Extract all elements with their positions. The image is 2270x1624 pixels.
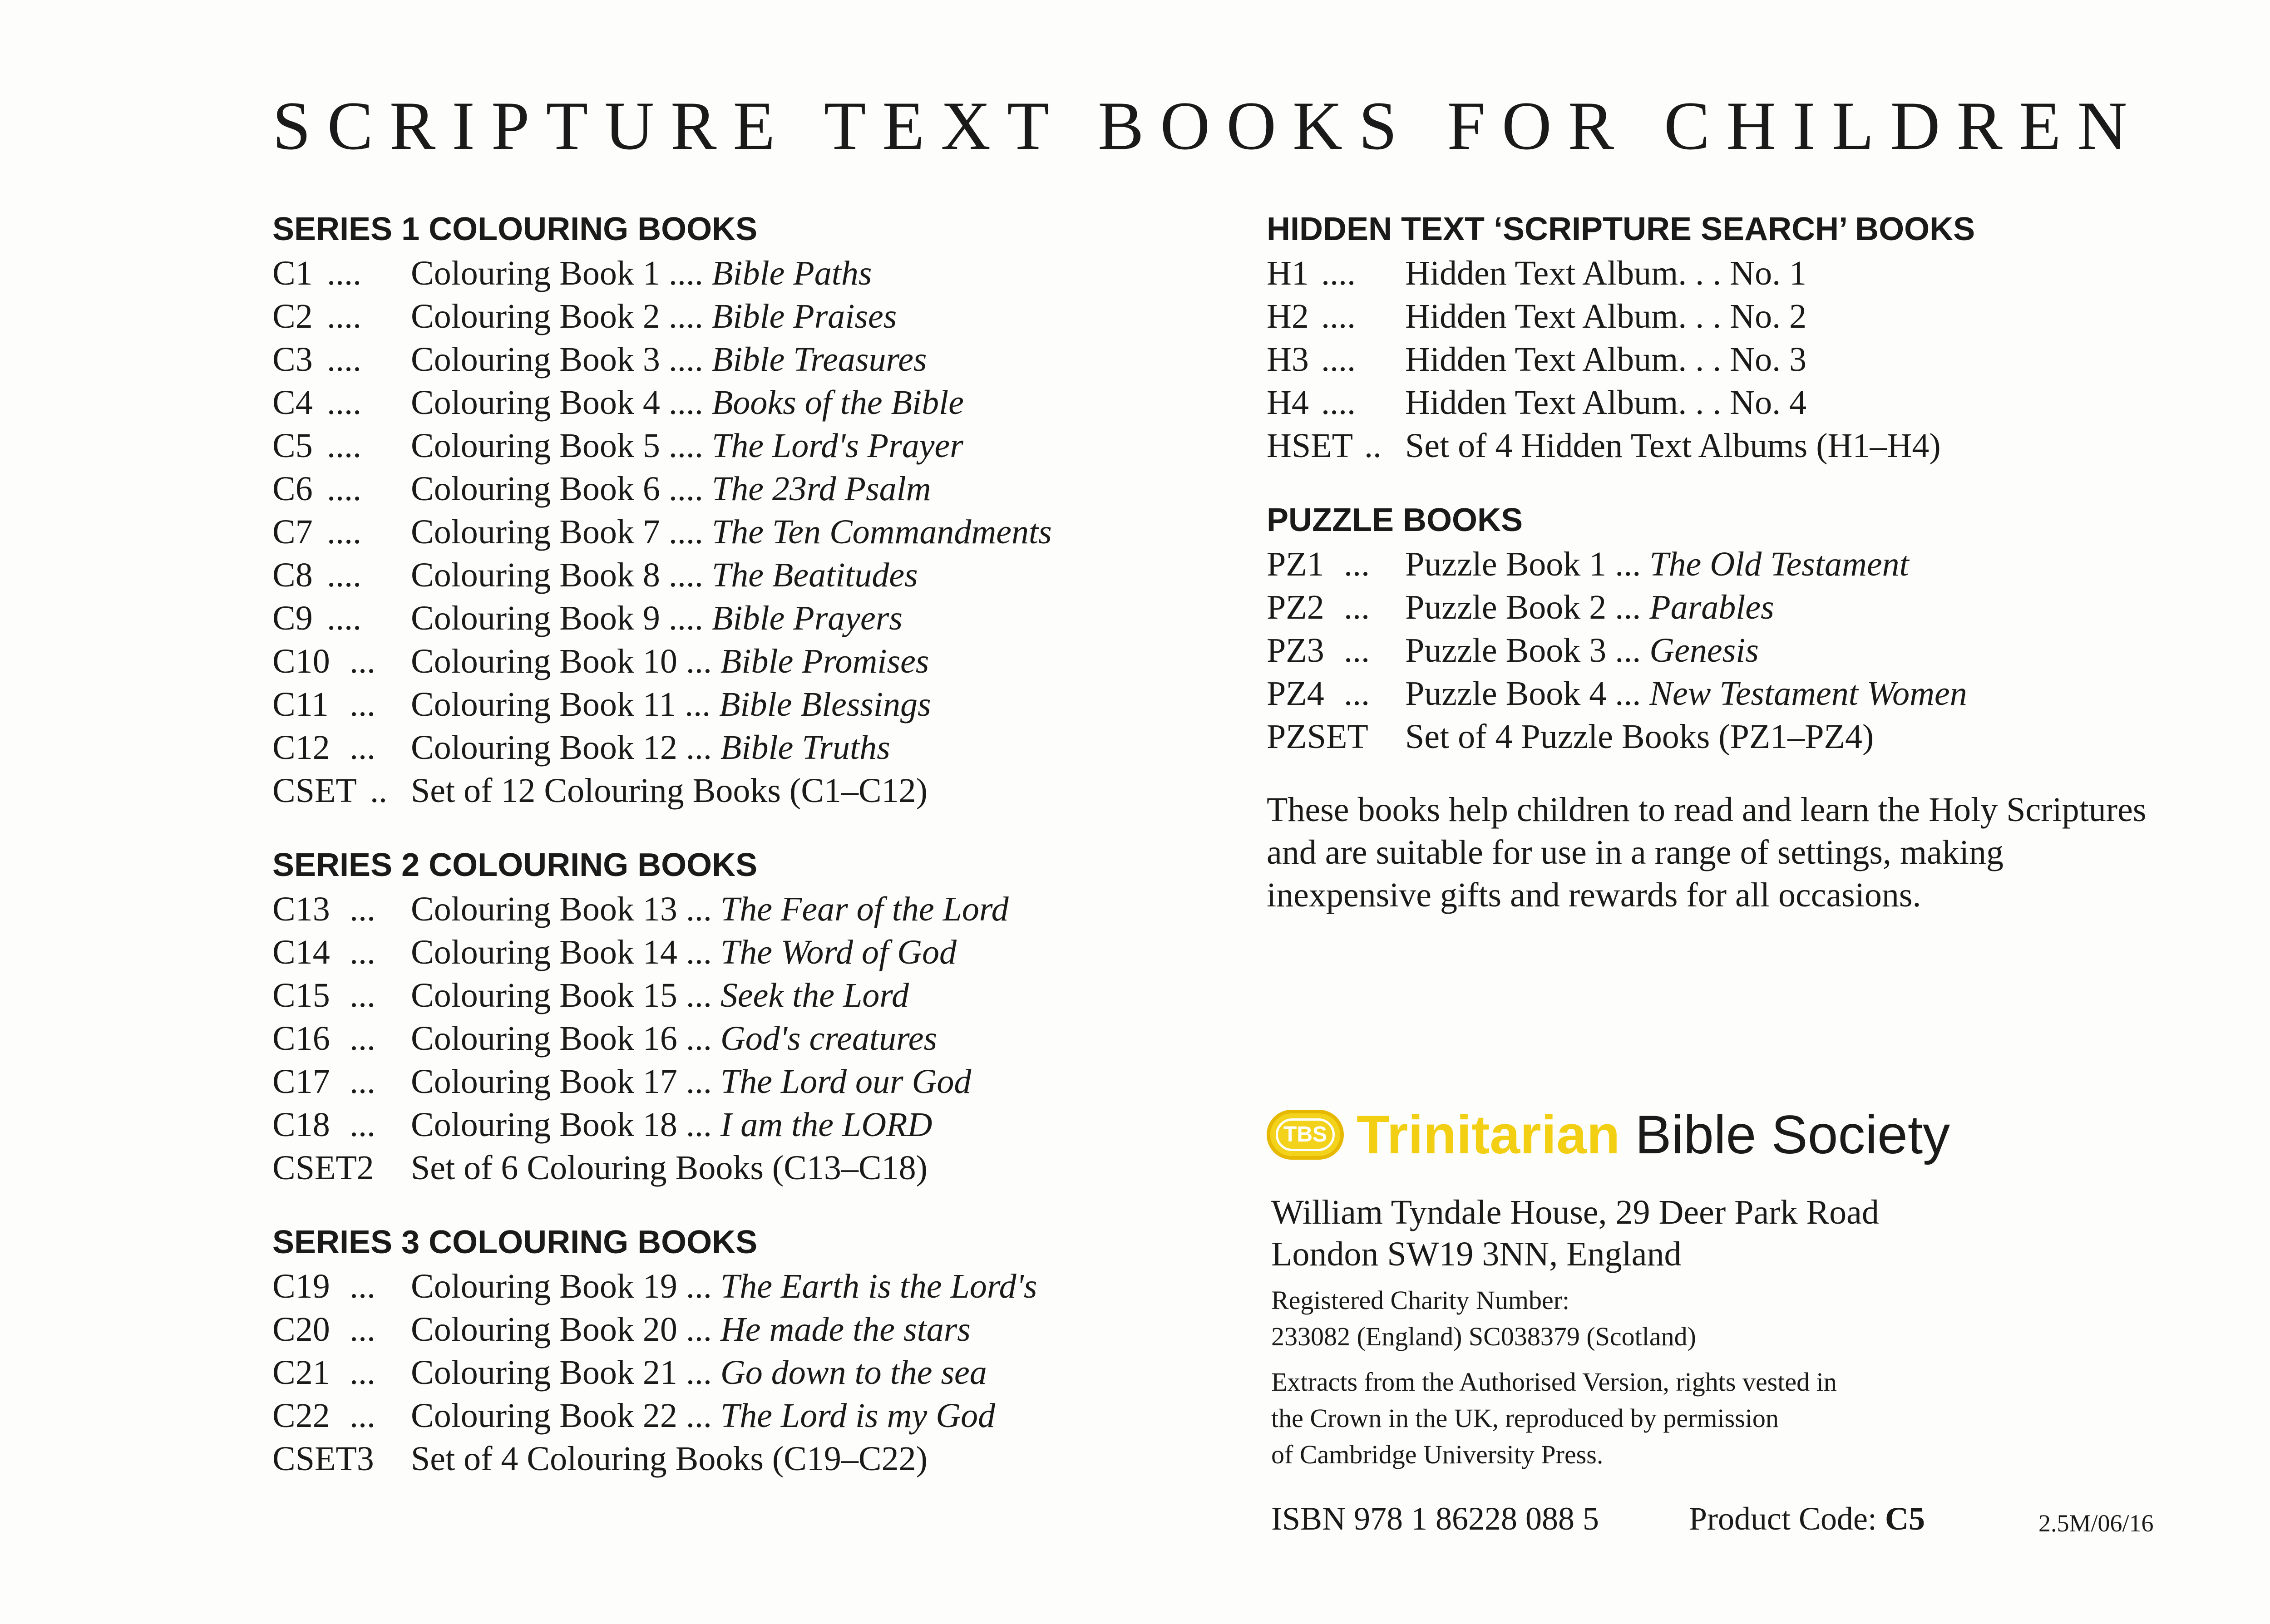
item-dots: .... (668, 340, 703, 379)
item-code: C5 (272, 427, 313, 465)
list-item (272, 1394, 1226, 1437)
item-dots: ... (350, 1310, 375, 1348)
item-book: Colouring Book 11 (411, 685, 676, 723)
item-description (411, 640, 929, 683)
item-dots: .... (668, 427, 703, 465)
item-book: Colouring Book 15 (411, 976, 677, 1014)
set-code: CSET3 (272, 1440, 374, 1478)
item-dots: .... (1321, 340, 1356, 379)
list-item (272, 1351, 1226, 1394)
item-code: PZ3 (1267, 631, 1324, 669)
item-description (411, 888, 1009, 931)
item-description (411, 252, 872, 295)
item-book: Colouring Book 18 (411, 1106, 677, 1144)
item-code: C9 (272, 599, 313, 637)
item-dots: ... (350, 976, 375, 1014)
item-description (411, 931, 957, 974)
item-description (411, 381, 964, 424)
list-item (272, 1265, 1226, 1308)
tbs-emblem-text: TBS (1276, 1118, 1335, 1151)
item-text: Hidden Text Album. . . No. 2 (1405, 297, 1807, 335)
item-subtitle: The Ten Commandments (711, 513, 1052, 551)
item-description (411, 597, 903, 640)
item-dots: ... (350, 1106, 375, 1144)
item-subtitle: New Testament Women (1649, 674, 1967, 713)
list-item (272, 1308, 1226, 1351)
item-dots: .... (1321, 254, 1356, 292)
item-description (411, 1017, 937, 1060)
hidden-heading: HIDDEN TEXT ‘SCRIPTURE SEARCH’ BOOKS (1267, 211, 1975, 247)
set-item (1267, 715, 2270, 758)
item-dots: .... (327, 384, 361, 422)
item-code: C11 (272, 685, 329, 723)
set-text: Set of 4 Colouring Books (C19–C22) (411, 1440, 928, 1478)
set-code: CSET (272, 772, 357, 810)
item-description (1405, 252, 1806, 295)
item-dots: .... (668, 254, 703, 292)
item-book: Puzzle Book 1 (1405, 545, 1607, 583)
item-dots: ... (686, 642, 712, 680)
description-line: These books help children to read and learn the Holy Scriptures (1267, 791, 2147, 829)
series3-heading: SERIES 3 COLOURING BOOKS (272, 1224, 758, 1260)
item-code: C3 (272, 340, 313, 379)
list-item (272, 726, 1226, 769)
item-dots: ... (350, 642, 375, 680)
item-subtitle: The Earth is the Lord's (720, 1267, 1037, 1305)
item-code: C1 (272, 254, 313, 292)
list-item (272, 381, 1226, 424)
item-code: C10 (272, 642, 330, 680)
item-book: Colouring Book 16 (411, 1019, 677, 1058)
item-book: Colouring Book 22 (411, 1397, 677, 1435)
list-item (272, 1103, 1226, 1147)
item-description (411, 1394, 995, 1437)
item-text: Hidden Text Album. . . No. 4 (1405, 384, 1807, 422)
set-dots: .. (370, 772, 387, 810)
list-item (272, 338, 1226, 381)
item-code: C20 (272, 1310, 330, 1348)
item-subtitle: The Fear of the Lord (720, 890, 1009, 928)
item-description (411, 726, 890, 769)
list-item (272, 252, 1226, 295)
series2-heading: SERIES 2 COLOURING BOOKS (272, 847, 758, 883)
list-item (1267, 338, 2270, 381)
item-dots: .... (327, 599, 361, 637)
item-description (1405, 629, 1759, 672)
item-code: C15 (272, 976, 330, 1014)
set-code: PZSET (1267, 718, 1368, 756)
puzzle-section (1267, 497, 2270, 758)
item-code: H4 (1267, 384, 1309, 422)
charity-line: Registered Charity Number: (1271, 1285, 1570, 1315)
hidden-list (1267, 252, 2270, 468)
item-subtitle: I am the LORD (720, 1106, 933, 1144)
item-dots: ... (350, 1019, 375, 1058)
item-book: Colouring Book 1 (411, 254, 660, 292)
list-item (272, 511, 1226, 554)
item-code: C12 (272, 728, 330, 767)
left-column (272, 207, 1226, 1511)
item-dots: ... (686, 1106, 712, 1144)
product-code (1689, 1500, 1925, 1538)
item-description (411, 554, 918, 597)
item-subtitle: Seek the Lord (720, 976, 909, 1014)
list-item (1267, 252, 2270, 295)
item-book: Colouring Book 4 (411, 384, 660, 422)
set-item (1267, 424, 2270, 468)
address-line: William Tyndale House, 29 Deer Park Road (1271, 1193, 1879, 1231)
item-dots: .... (668, 556, 703, 594)
copyright-line: of Cambridge University Press. (1271, 1440, 1604, 1469)
item-code: H3 (1267, 340, 1309, 379)
item-description (411, 424, 963, 468)
item-dots: ... (686, 1397, 712, 1435)
item-dots: ... (685, 685, 711, 723)
print-code: 2.5M/06/16 (2038, 1510, 2154, 1537)
item-dots: ... (686, 1310, 712, 1348)
list-item (272, 554, 1226, 597)
list-item (1267, 586, 2270, 629)
item-code: C13 (272, 890, 330, 928)
item-dots: ... (350, 933, 375, 971)
set-item (272, 1437, 1226, 1481)
item-dots: ... (686, 1353, 712, 1392)
item-dots: ... (350, 1267, 375, 1305)
description-line: and are suitable for use in a range of settings, making (1267, 833, 2004, 871)
item-subtitle: Bible Treasures (711, 340, 927, 379)
set-item (272, 769, 1226, 812)
list-item (272, 295, 1226, 338)
list-item (272, 1017, 1226, 1060)
description (1267, 788, 2197, 916)
item-code: H1 (1267, 254, 1309, 292)
item-book: Colouring Book 17 (411, 1063, 677, 1101)
item-book: Colouring Book 19 (411, 1267, 677, 1305)
item-subtitle: Go down to the sea (720, 1353, 987, 1392)
page-title: SCRIPTURE TEXT BOOKS FOR CHILDREN (272, 88, 2144, 164)
item-dots: .... (1321, 384, 1356, 422)
item-description (411, 1103, 932, 1147)
item-dots: ... (686, 1267, 712, 1305)
item-description (1405, 586, 1774, 629)
address-line: London SW19 3NN, England (1271, 1235, 1682, 1273)
item-dots: ... (1344, 545, 1370, 583)
item-dots: .... (327, 340, 361, 379)
item-description (411, 1060, 971, 1103)
item-book: Puzzle Book 4 (1405, 674, 1607, 713)
item-subtitle: Bible Truths (720, 728, 890, 767)
tbs-emblem-icon (1267, 1110, 1344, 1160)
item-dots: ... (1344, 631, 1370, 669)
set-code: CSET2 (272, 1149, 374, 1187)
item-dots: .... (668, 297, 703, 335)
copyright-notice (1271, 1364, 1837, 1473)
series2-list (272, 888, 1226, 1190)
list-item (272, 888, 1226, 931)
hidden-section (1267, 207, 2270, 468)
item-code: H2 (1267, 297, 1309, 335)
item-dots: .... (668, 513, 703, 551)
item-subtitle: The 23rd Psalm (711, 470, 931, 508)
item-book: Colouring Book 20 (411, 1310, 677, 1348)
item-book: Colouring Book 14 (411, 933, 677, 971)
item-dots: ... (1615, 545, 1641, 583)
item-book: Colouring Book 5 (411, 427, 660, 465)
publisher-name (1357, 1103, 1950, 1166)
charity-line: 233082 (England) SC038379 (Scotland) (1271, 1322, 1696, 1351)
set-text: Set of 6 Colouring Books (C13–C18) (411, 1149, 928, 1187)
item-dots: ... (1344, 674, 1370, 713)
item-book: Colouring Book 7 (411, 513, 660, 551)
product-code-value: C5 (1885, 1501, 1925, 1537)
item-book: Puzzle Book 3 (1405, 631, 1607, 669)
item-subtitle: Bible Promises (720, 642, 929, 680)
item-book: Colouring Book 21 (411, 1353, 677, 1392)
item-subtitle: Bible Prayers (711, 599, 903, 637)
item-description (1405, 295, 1806, 338)
item-dots: .... (327, 470, 361, 508)
item-code: PZ4 (1267, 674, 1324, 713)
item-book: Puzzle Book 2 (1405, 588, 1607, 626)
series1-heading: SERIES 1 COLOURING BOOKS (272, 211, 758, 247)
puzzle-list (1267, 543, 2270, 758)
item-code: C4 (272, 384, 313, 422)
set-item (272, 1147, 1226, 1190)
item-description (411, 683, 931, 726)
item-dots: ... (686, 1063, 712, 1101)
item-code: C19 (272, 1267, 330, 1305)
item-book: Colouring Book 8 (411, 556, 660, 594)
set-code: HSET (1267, 427, 1353, 465)
item-dots: ... (686, 933, 712, 971)
item-code: C17 (272, 1063, 330, 1101)
item-dots: .... (327, 513, 361, 551)
item-subtitle: God's creatures (720, 1019, 938, 1058)
item-subtitle: The Word of God (720, 933, 957, 971)
item-book: Colouring Book 6 (411, 470, 660, 508)
item-code: C14 (272, 933, 330, 971)
item-dots: ... (1615, 674, 1641, 713)
item-subtitle: The Lord's Prayer (711, 427, 963, 465)
item-dots: ... (1615, 631, 1641, 669)
list-item (1267, 672, 2270, 715)
item-subtitle: Books of the Bible (711, 384, 964, 422)
item-code: PZ1 (1267, 545, 1324, 583)
product-code-label: Product Code: (1689, 1501, 1877, 1537)
list-item (272, 931, 1226, 974)
list-item (272, 683, 1226, 726)
item-code: C21 (272, 1353, 330, 1392)
item-dots: .... (668, 599, 703, 637)
item-dots: .... (327, 427, 361, 465)
list-item (272, 640, 1226, 683)
item-code: C18 (272, 1106, 330, 1144)
item-description (1405, 381, 1806, 424)
isbn: ISBN 978 1 86228 088 5 (1271, 1501, 1599, 1537)
item-code: PZ2 (1267, 588, 1324, 626)
item-book: Colouring Book 13 (411, 890, 677, 928)
item-dots: ... (350, 1397, 375, 1435)
item-code: C7 (272, 513, 313, 551)
series2-section (272, 842, 1226, 1190)
item-subtitle: Bible Paths (711, 254, 872, 292)
item-dots: .... (327, 556, 361, 594)
set-text: Set of 4 Hidden Text Albums (H1–H4) (1405, 427, 1941, 465)
publisher-name-highlight: Trinitarian (1357, 1104, 1620, 1165)
item-dots: ... (686, 1019, 712, 1058)
series3-section (272, 1220, 1226, 1481)
item-dots: ... (1344, 588, 1370, 626)
item-subtitle: The Lord our God (720, 1063, 972, 1101)
item-code: C16 (272, 1019, 330, 1058)
item-book: Colouring Book 12 (411, 728, 677, 767)
item-subtitle: Genesis (1649, 631, 1759, 669)
item-subtitle: The Beatitudes (711, 556, 918, 594)
copyright-line: the Crown in the UK, reproduced by permission (1271, 1403, 1779, 1433)
set-text: Set of 12 Colouring Books (C1–C12) (411, 772, 928, 810)
item-subtitle: The Old Testament (1649, 545, 1909, 583)
item-subtitle: The Lord is my God (720, 1397, 996, 1435)
publisher-name-rest: Bible Society (1635, 1104, 1950, 1165)
list-item (272, 468, 1226, 511)
list-item (1267, 543, 2270, 586)
item-dots: ... (686, 890, 712, 928)
copyright-line: Extracts from the Authorised Version, rights vested in (1271, 1367, 1837, 1397)
item-subtitle: Parables (1649, 588, 1774, 626)
item-description (411, 974, 909, 1017)
series1-section (272, 207, 1226, 812)
list-item (1267, 295, 2270, 338)
item-code: C2 (272, 297, 313, 335)
item-text: Hidden Text Album. . . No. 1 (1405, 254, 1807, 292)
item-dots: .... (1321, 297, 1356, 335)
list-item (1267, 381, 2270, 424)
item-dots: .... (327, 254, 361, 292)
item-description (1405, 338, 1806, 381)
item-code: C6 (272, 470, 313, 508)
item-description (411, 1308, 971, 1351)
publisher-logo (1267, 1098, 1950, 1171)
set-dots: .. (1364, 427, 1382, 465)
series3-list (272, 1265, 1226, 1481)
item-dots: .... (668, 470, 703, 508)
item-dots: ... (686, 976, 712, 1014)
item-description (411, 468, 931, 511)
list-item (1267, 629, 2270, 672)
item-text: Hidden Text Album. . . No. 3 (1405, 340, 1807, 379)
item-subtitle: Bible Blessings (719, 685, 931, 723)
item-subtitle: He made the stars (720, 1310, 971, 1348)
item-dots: ... (350, 1063, 375, 1101)
item-dots: .... (668, 384, 703, 422)
item-book: Colouring Book 9 (411, 599, 660, 637)
item-dots: ... (350, 1353, 375, 1392)
item-book: Colouring Book 3 (411, 340, 660, 379)
puzzle-heading: PUZZLE BOOKS (1267, 502, 1523, 538)
item-description (411, 1351, 987, 1394)
list-item (272, 1060, 1226, 1103)
description-line: inexpensive gifts and rewards for all occasions. (1267, 876, 1921, 914)
item-subtitle: Bible Praises (711, 297, 897, 335)
list-item (272, 597, 1226, 640)
list-item (272, 424, 1226, 468)
item-dots: ... (350, 685, 375, 723)
item-description (411, 511, 1052, 554)
publisher-address (1271, 1191, 1879, 1275)
item-description (411, 338, 927, 381)
item-dots: ... (350, 728, 375, 767)
item-description (411, 1265, 1037, 1308)
charity-info (1271, 1282, 1696, 1355)
item-description (1405, 672, 1967, 715)
item-code: C8 (272, 556, 313, 594)
item-dots: ... (1615, 588, 1641, 626)
item-dots: ... (350, 890, 375, 928)
item-description (1405, 543, 1909, 586)
list-item (272, 974, 1226, 1017)
item-description (411, 295, 897, 338)
right-column (1267, 207, 2270, 916)
series1-list (272, 252, 1226, 812)
item-book: Colouring Book 2 (411, 297, 660, 335)
item-book: Colouring Book 10 (411, 642, 677, 680)
item-dots: .... (327, 297, 361, 335)
item-code: C22 (272, 1397, 330, 1435)
set-text: Set of 4 Puzzle Books (PZ1–PZ4) (1405, 718, 1874, 756)
item-dots: ... (686, 728, 712, 767)
